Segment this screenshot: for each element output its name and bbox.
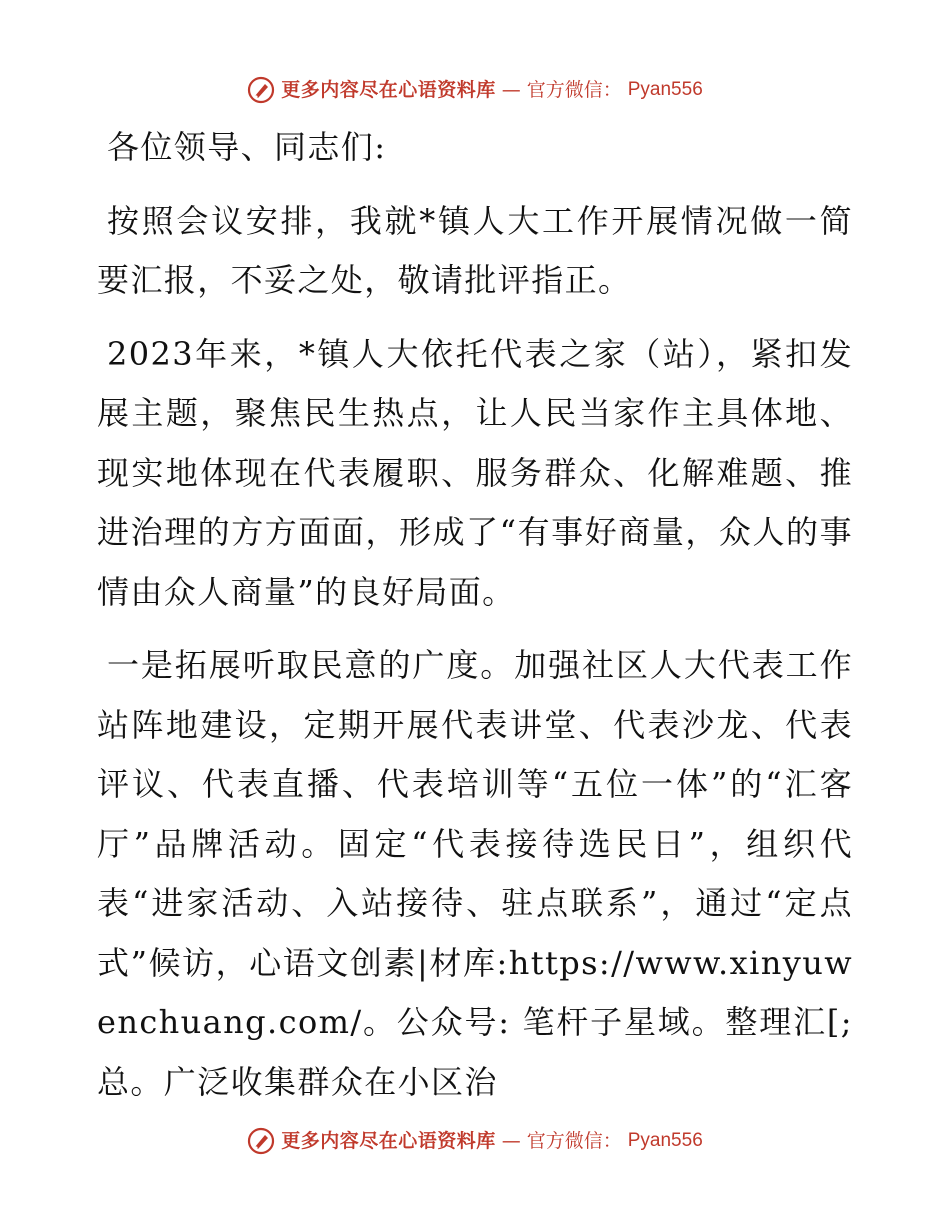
pen-nib-logo-icon <box>247 76 275 104</box>
paragraph-overview: 2023年来，*镇人大依托代表之家（站），紧扣发展主题，聚焦民生热点，让人民当家作主具体地、现实地体现在代表履职、服务群众、化解难题、推进治理的方方面面，形成了“有事好商量，众人的事情由众人商量”的良好局面。 <box>97 334 853 611</box>
watermark-dash: — <box>501 79 521 101</box>
watermark-banner-bottom <box>0 1127 950 1155</box>
pen-nib-logo-icon <box>247 1127 275 1155</box>
document-body <box>97 118 853 1126</box>
watermark-wechat-label: 官方微信： <box>526 1130 622 1152</box>
watermark-banner-top <box>0 76 950 104</box>
watermark-wechat-id: Pyan556 <box>627 1130 703 1151</box>
watermark-wechat-id: Pyan556 <box>627 79 703 100</box>
watermark-site-name: 更多内容尽在心语资料库 <box>281 1130 496 1152</box>
paragraph-intro: 按照会议安排，我就*镇人大工作开展情况做一简要汇报，不妥之处，敬请批评指正。 <box>97 201 853 299</box>
watermark-wechat-label: 官方微信： <box>526 79 622 101</box>
watermark-dash: — <box>501 1130 521 1152</box>
paragraph-point-one: 一是拓展听取民意的广度。加强社区人大代表工作站阵地建设，定期开展代表讲堂、代表沙龙、代表评议、代表直播、代表培训等“五位一体”的“汇客厅”品牌活动。固定“代表接待选民日”，组织代表“进家活动、入站接待、驻点联系”，通过“定点式”候访，心语文创素|材库:https://www.xinyuwenchuang.com/。公众号: 笔杆子星域。整理汇[;总。广泛收集群众在小区治 <box>97 646 853 1101</box>
watermark-site-name: 更多内容尽在心语资料库 <box>281 79 496 101</box>
salutation: 各位领导、同志们: <box>107 128 387 166</box>
